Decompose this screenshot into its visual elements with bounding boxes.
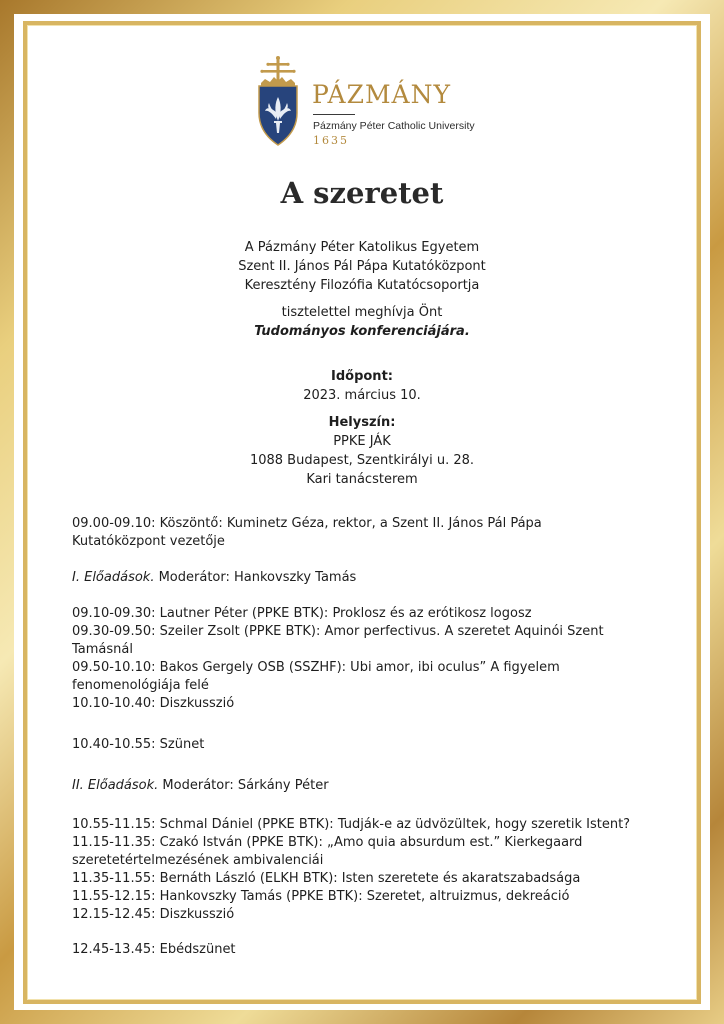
session-text: fenomenológiája felé (72, 678, 209, 693)
program-section-1 (72, 605, 672, 713)
program-opening (72, 515, 672, 551)
event-type: Tudományos konferenciájára. (254, 324, 470, 339)
intro-line: Keresztény Filozófia Kutatócsoportja (244, 278, 480, 293)
session-time: 09.00-09.10: (72, 516, 156, 531)
session-text: Szeiler Zsolt (PPKE BTK): Amor perfectivus. A szeretet Aquinói Szent (155, 624, 604, 639)
session-text: Köszöntő: Kuminetz Géza, rektor, a Szent II. János Pál Pápa (155, 516, 542, 531)
session-text: Szünet (155, 737, 205, 752)
session-time: 11.55-12.15: (72, 889, 156, 904)
list-item (72, 641, 672, 659)
intro-line: A Pázmány Péter Katolikus Egyetem (244, 240, 480, 255)
time-value: 2023. március 10. (303, 388, 421, 403)
list-item (72, 677, 672, 695)
list-item (72, 888, 672, 906)
session-time: 09.50-10.10: (72, 660, 156, 675)
list-item (72, 870, 672, 888)
logo-wordmark: PÁZMÁNY (312, 80, 451, 109)
session-time: 11.35-11.55: (72, 871, 156, 886)
session-text: Kutatóközpont vezetője (72, 534, 225, 549)
logo-subtitle: Pázmány Péter Catholic University (313, 120, 475, 132)
program-lunch (72, 941, 672, 959)
logo-year: 1635 (313, 134, 349, 147)
session-time: 12.45-13.45: (72, 942, 156, 957)
time-block (0, 367, 724, 405)
session-text: szeretetértelmezésének ambivalenciái (72, 853, 324, 868)
session-text: Schmal Dániel (PPKE BTK): Tudják-e az üdvözültek, hogy szeretik Istent? (155, 817, 631, 832)
session-text: Ebédszünet (155, 942, 236, 957)
section-moderator: Moderátor: Hankovszky Tamás (154, 570, 357, 585)
time-label: Időpont: (331, 369, 393, 384)
session-text: Tamásnál (72, 642, 133, 657)
list-item (72, 515, 672, 533)
list-item (72, 605, 672, 623)
session-text: Bernáth László (ELKH BTK): Isten szeretete és akaratszabadsága (155, 871, 581, 886)
list-item (72, 941, 672, 959)
list-item (72, 695, 672, 713)
session-time: 11.15-11.35: (72, 835, 156, 850)
session-time: 10.10-10.40: (72, 696, 156, 711)
page-title: A szeretet (280, 176, 444, 210)
section-heading-1 (72, 569, 672, 587)
session-time: 10.40-10.55: (72, 737, 156, 752)
list-item (72, 623, 672, 641)
session-text: Diszkusszió (155, 907, 235, 922)
section-label: I. Előadások. (72, 570, 155, 585)
session-text: Hankovszky Tamás (PPKE BTK): Szeretet, altruizmus, dekreáció (155, 889, 570, 904)
section-moderator: Moderátor: Sárkány Péter (158, 778, 329, 793)
list-item (72, 816, 672, 834)
intro-line: Szent II. János Pál Pápa Kutatóközpont (238, 259, 486, 274)
session-time: 10.55-11.15: (72, 817, 156, 832)
section-heading-2 (72, 777, 672, 795)
session-time: 09.30-09.50: (72, 624, 156, 639)
list-item (72, 834, 672, 852)
invite-text: tisztelettel meghívja Önt (281, 305, 443, 320)
list-item (72, 852, 672, 870)
session-time: 09.10-09.30: (72, 606, 156, 621)
list-item (72, 736, 672, 754)
logo-divider (313, 114, 355, 115)
program-section-2 (72, 816, 672, 924)
list-item (72, 659, 672, 677)
list-item (72, 533, 672, 551)
place-line: Kari tanácsterem (306, 472, 418, 487)
place-label: Helyszín: (328, 415, 396, 430)
invite-block (0, 303, 724, 341)
program-break (72, 736, 672, 754)
session-time: 12.15-12.45: (72, 907, 156, 922)
place-block (0, 413, 724, 489)
session-text: Czakó István (PPKE BTK): „Amo quia absurdum est.” Kierkegaard (155, 835, 583, 850)
place-line: 1088 Budapest, Szentkirályi u. 28. (249, 453, 475, 468)
place-line: PPKE JÁK (333, 434, 391, 449)
session-text: Diszkusszió (155, 696, 235, 711)
intro-block (0, 238, 724, 295)
list-item (72, 906, 672, 924)
session-text: Lautner Péter (PPKE BTK): Proklosz és az erótikosz logosz (155, 606, 532, 621)
session-text: Bakos Gergely OSB (SSZHF): Ubi amor, ibi oculus” A figyelem (155, 660, 560, 675)
section-label: II. Előadások. (72, 778, 159, 793)
